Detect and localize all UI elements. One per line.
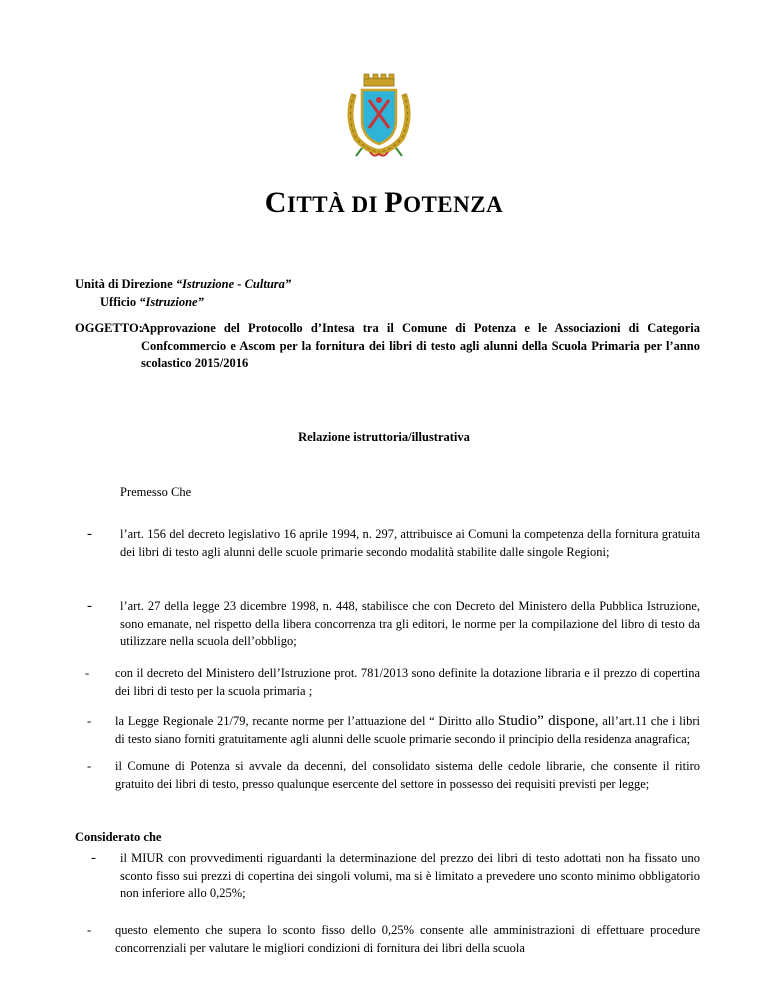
office-name: Ufficio “Istruzione” — [100, 295, 204, 309]
direction-unit: Unità di Direzione “Istruzione - Cultura” — [75, 277, 292, 291]
city-title: CITTÀ DI POTENZA — [264, 186, 504, 219]
list-item: - il Comune di Potenza si avvale da decenni, del consolidato sistema delle cedole librarie, che consente il ritiro gratuito dei libri di testo, presso qualunque esercente del settore in possesso dei requisiti previsti per legge; — [87, 759, 700, 791]
considered-heading: Considerato che — [75, 830, 162, 844]
list-item: - l’art. 156 del decreto legislativo 16 aprile 1994, n. 297, attribuisce ai Comuni la competenza della fornitura gratuita dei libri di testo agli alunni delle scuole primarie secondo modalità stabilite dalle singole Regioni; — [87, 526, 700, 559]
subject-block — [75, 320, 700, 373]
section-heading: Relazione istruttoria/illustrativa — [298, 430, 470, 444]
coat-of-arms-icon — [340, 72, 418, 160]
subject-text: Approvazione del Protocollo d’Intesa tra il Comune di Potenza e le Associazioni di Categoria Confcommercio e Ascom per la fornitura dei libri di testo agli alunni della Scuola Primaria per l’anno scolastico 2015/2016 — [141, 321, 700, 370]
list-item: - la Legge Regionale 21/79, recante norme per l’attuazione del “ Diritto allo Studio” dispone, all’art.11 che i libri di testo siano forniti gratuitamente agli alunni delle scuole primarie secondo il principio della residenza anagrafica; — [87, 713, 700, 746]
list-item: - questo elemento che supera lo sconto fisso dello 0,25% consente alle amministrazioni di effettuare procedure concorrenziali per valutare le migliori condizioni di fornitura dei libri della scuola — [87, 923, 700, 955]
subject-label: OGGETTO: — [75, 321, 143, 335]
list-item: - con il decreto del Ministero dell’Istruzione prot. 781/2013 sono definite la dotazione libraria e il prezzo di copertina dei libri di testo per la scuola primaria ; — [85, 666, 700, 698]
list-item: - l’art. 27 della legge 23 dicembre 1998, n. 448, stabilisce che con Decreto del Ministero della Pubblica Istruzione, sono emanate, nel rispetto della libera concorrenza tra gli editori, le norme per la compilazione del libro di testo da utilizzare nella scuola dell’obbligo; — [87, 598, 700, 648]
premise-heading: Premesso Che — [120, 485, 192, 499]
list-item: - il MIUR con provvedimenti riguardanti la determinazione del prezzo dei libri di testo adottati non ha fissato uno sconto fisso sui prezzi di copertina dei singoli volumi, ma si è limitato a prevedere uno sconto minimo obbligatorio non inferiore allo 0,25%; — [91, 850, 700, 900]
office-block — [75, 275, 291, 311]
